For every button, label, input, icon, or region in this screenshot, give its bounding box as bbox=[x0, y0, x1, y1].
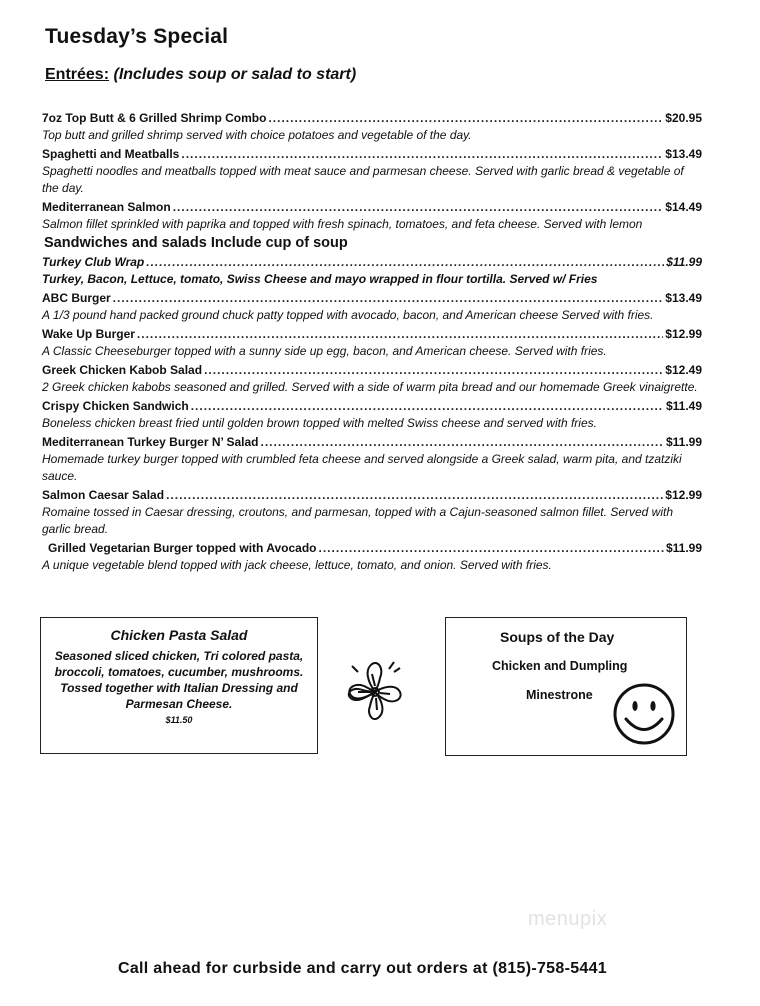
entrees-heading bbox=[45, 66, 356, 84]
entrees-label: Entrées: bbox=[45, 66, 110, 83]
sandwiches-heading: Sandwiches and salads Include cup of soup bbox=[44, 235, 348, 251]
menu-item bbox=[42, 289, 702, 324]
item-name: Crispy Chicken Sandwich bbox=[42, 399, 189, 413]
item-price: $12.99 bbox=[665, 488, 702, 502]
item-price: $20.95 bbox=[665, 111, 702, 125]
chicken-pasta-salad-box bbox=[40, 617, 318, 754]
menu-item bbox=[42, 198, 702, 233]
menu-item bbox=[42, 145, 702, 197]
menu-item bbox=[42, 253, 702, 288]
item-description: A 1/3 pound hand packed ground chuck patty topped with avocado, bacon, and American cheese Served with fries. bbox=[42, 308, 654, 322]
item-description: Turkey, Bacon, Lettuce, tomato, Swiss Cheese and mayo wrapped in flour tortilla. Served w/ Fries bbox=[42, 272, 598, 286]
item-name: Salmon Caesar Salad bbox=[42, 488, 165, 502]
menu-item bbox=[42, 486, 702, 538]
watermark: menupix bbox=[528, 908, 608, 930]
item-name: Turkey Club Wrap bbox=[42, 255, 145, 269]
pasta-box-title: Chicken Pasta Salad bbox=[110, 627, 248, 643]
entrees-note: (Includes soup or salad to start) bbox=[113, 66, 357, 83]
item-description: Salmon fillet sprinkled with paprika and topped with fresh spinach, tomatoes, and feta cheese. Served with lemon bbox=[42, 217, 643, 231]
soup-item: Chicken and Dumpling bbox=[492, 659, 628, 673]
menu-list bbox=[42, 109, 702, 575]
flower-icon bbox=[342, 656, 408, 728]
item-price: $11.49 bbox=[665, 399, 702, 413]
item-description: A unique vegetable blend topped with jack cheese, lettuce, tomato, and onion. Served with fries. bbox=[42, 558, 552, 572]
item-description: Romaine tossed in Caesar dressing, croutons, and parmesan, topped with a Cajun-seasoned salmon fillet. Served with garlic bread. bbox=[42, 505, 674, 536]
item-price: $13.49 bbox=[665, 291, 702, 305]
item-description: Homemade turkey burger topped with crumbled feta cheese and served alongside a Greek salad, warm pita, and tzatziki sauce. bbox=[42, 452, 682, 483]
item-description: Spaghetti noodles and meatballs topped with meat sauce and parmesan cheese. Served with garlic bread & vegetable of the day. bbox=[42, 164, 684, 195]
item-price: $12.49 bbox=[665, 363, 702, 377]
pasta-box-description: Seasoned sliced chicken, Tri colored pasta, broccoli, tomatoes, cucumber, mushrooms. bbox=[54, 649, 304, 679]
item-price: $12.99 bbox=[665, 327, 702, 341]
item-price: $11.99 bbox=[666, 255, 702, 269]
item-name: 7oz Top Butt & 6 Grilled Shrimp Combo bbox=[42, 111, 267, 125]
menu-item bbox=[42, 361, 702, 396]
item-description: A Classic Cheeseburger topped with a sunny side up egg, bacon, and American cheese. Served with fries. bbox=[42, 344, 607, 358]
item-price: $14.49 bbox=[665, 200, 702, 214]
pasta-box-description-2: Tossed together with Italian Dressing and Parmesan Cheese. bbox=[60, 681, 298, 711]
item-name: ABC Burger bbox=[42, 291, 111, 305]
item-price: $11.99 bbox=[665, 435, 702, 449]
item-name: Mediterranean Turkey Burger N’ Salad bbox=[42, 435, 259, 449]
soup-item: Minestrone bbox=[526, 688, 593, 702]
item-name: Mediterranean Salmon bbox=[42, 200, 171, 214]
menu-item bbox=[42, 109, 702, 144]
item-price: $11.99 bbox=[665, 541, 702, 555]
item-description: Top butt and grilled shrimp served with choice potatoes and vegetable of the day. bbox=[42, 128, 472, 142]
soups-box-title: Soups of the Day bbox=[500, 629, 615, 645]
item-name: Grilled Vegetarian Burger topped with Avocado bbox=[48, 541, 317, 555]
footer-call-ahead: Call ahead for curbside and carry out orders at (815)-758-5441 bbox=[118, 960, 607, 977]
item-price: $13.49 bbox=[665, 147, 702, 161]
pasta-box-price: $11.50 bbox=[165, 715, 193, 725]
menu-item bbox=[42, 433, 702, 485]
menu-item bbox=[42, 397, 702, 432]
item-name: Wake Up Burger bbox=[42, 327, 135, 341]
item-description: Boneless chicken breast fried until golden brown topped with melted Swiss cheese and served with fries. bbox=[42, 416, 597, 430]
item-name: Greek Chicken Kabob Salad bbox=[42, 363, 203, 377]
smiley-face-icon bbox=[612, 682, 676, 746]
item-description: 2 Greek chicken kabobs seasoned and grilled. Served with a side of warm pita bread and our homemade Greek vinaigrette. bbox=[42, 380, 698, 394]
item-name: Spaghetti and Meatballs bbox=[42, 147, 180, 161]
menu-item bbox=[42, 539, 702, 574]
page-title: Tuesday’s Special bbox=[45, 25, 229, 48]
menu-item bbox=[42, 325, 702, 360]
